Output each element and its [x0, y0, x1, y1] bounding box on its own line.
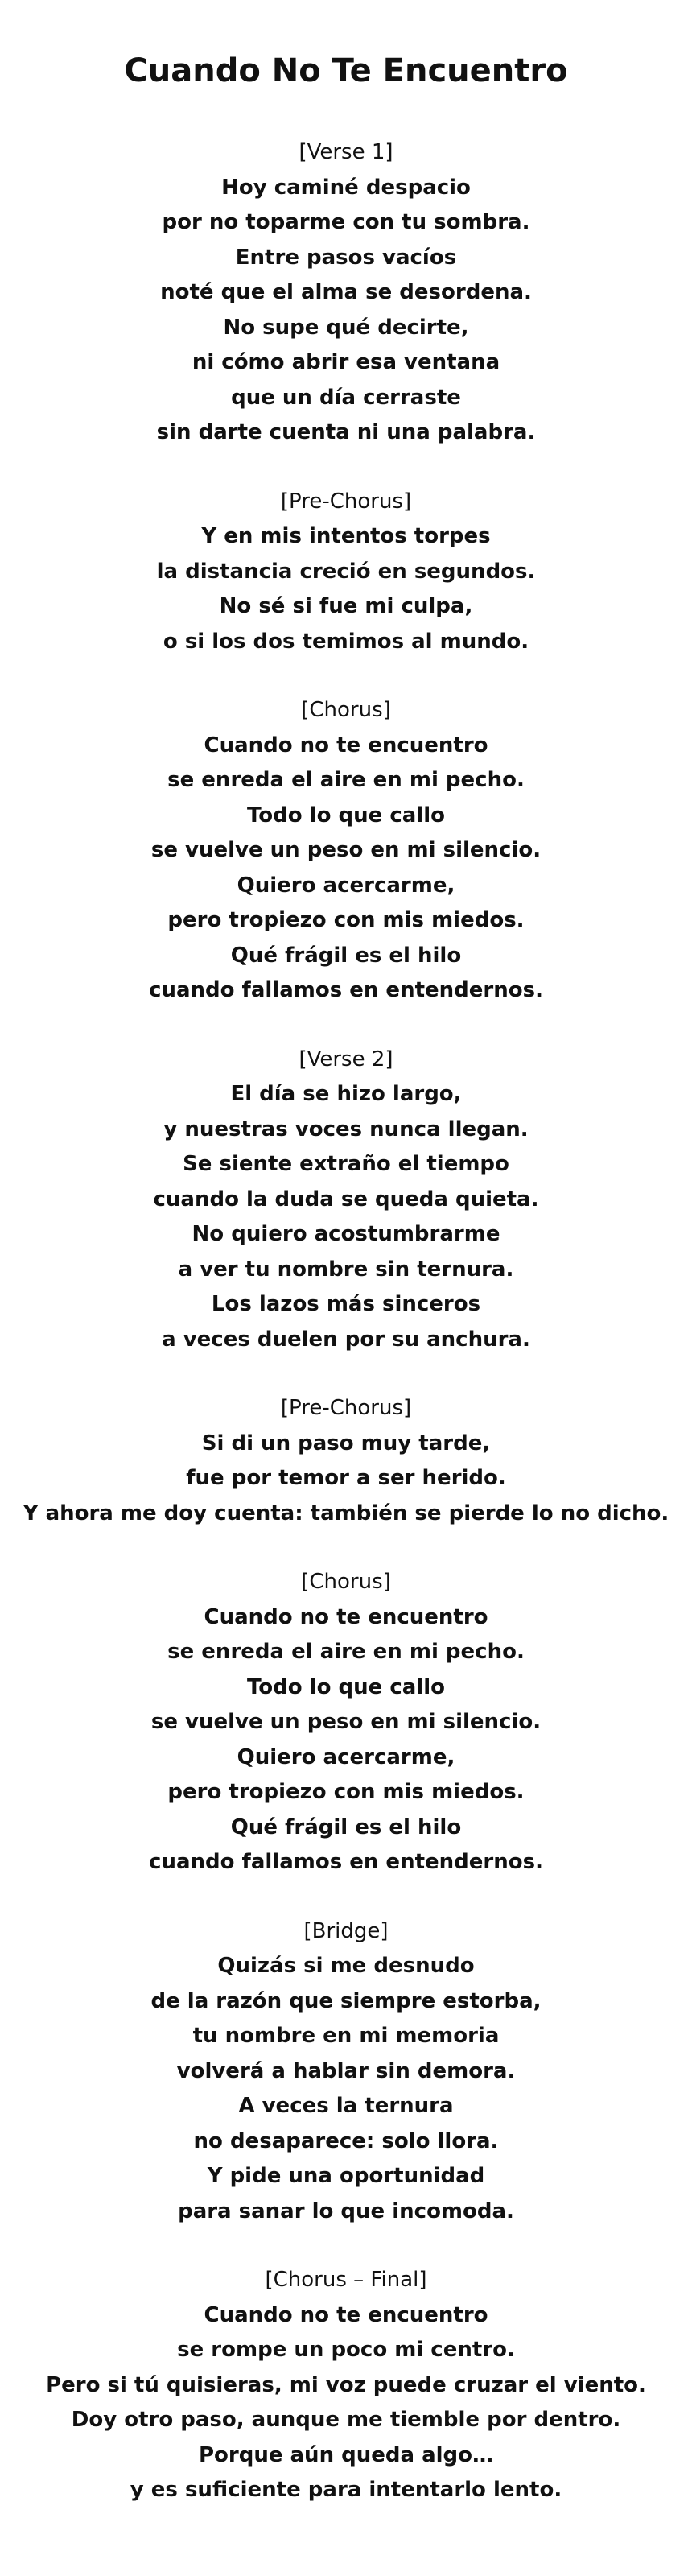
lyric-line: se enreda el aire en mi pecho.	[167, 1640, 525, 1664]
lyric-line: El día se hizo largo,	[230, 1082, 462, 1106]
lyrics-section	[0, 1914, 692, 2230]
lyrics-body	[0, 135, 692, 2508]
lyric-line: No supe qué decirte,	[223, 315, 469, 340]
lyric-line: Y ahora me doy cuenta: también se pierde lo no dicho.	[23, 1501, 669, 1525]
lyric-line: Si di un paso muy tarde,	[201, 1430, 491, 1455]
lyrics-section	[0, 135, 692, 451]
lyric-line: Todo lo que callo	[247, 803, 445, 828]
section-label: [Pre-Chorus]	[280, 1396, 412, 1420]
lyric-line: Doy otro paso, aunque me tiemble por dentro.	[71, 2408, 621, 2432]
lyric-line: se vuelve un peso en mi silencio.	[150, 838, 542, 862]
lyric-line: Todo lo que callo	[247, 1674, 445, 1699]
section-label: [Chorus]	[301, 698, 391, 722]
lyric-line: a veces duelen por su anchura.	[162, 1327, 530, 1352]
lyrics-section	[0, 485, 692, 660]
lyric-line: Y pide una oportunidad	[207, 2164, 485, 2188]
lyric-line: no desaparece: solo llora.	[193, 2128, 499, 2153]
lyric-line: A veces la ternura	[238, 2094, 454, 2118]
lyric-line: No quiero acostumbrarme	[192, 1222, 500, 1246]
lyric-line: Se siente extraño el tiempo	[183, 1152, 509, 1176]
lyric-line: Cuando no te encuentro	[204, 2302, 488, 2327]
lyric-line: y es suficiente para intentarlo lento.	[130, 2478, 562, 2502]
section-label: [Chorus – Final]	[265, 2268, 427, 2292]
lyrics-section	[0, 1391, 692, 1531]
lyric-line: Qué frágil es el hilo	[230, 943, 462, 968]
lyric-line: pero tropiezo con mis miedos.	[167, 908, 525, 932]
lyric-line: Porque aún queda algo…	[198, 2442, 494, 2467]
lyric-line: tu nombre en mi memoria	[192, 2024, 500, 2048]
lyric-line: cuando la duda se queda quieta.	[153, 1187, 539, 1212]
lyric-line: de la razón que siempre estorba,	[150, 1988, 542, 2013]
song-title: Cuando No Te Encuentro	[124, 52, 568, 89]
lyric-line: que un día cerraste	[231, 385, 461, 410]
lyric-line: por no toparme con tu sombra.	[162, 210, 530, 234]
lyrics-section	[0, 1042, 692, 1358]
lyric-line: Qué frágil es el hilo	[230, 1814, 462, 1839]
lyric-line: noté que el alma se desordena.	[160, 280, 532, 304]
lyric-line: se vuelve un peso en mi silencio.	[150, 1710, 542, 1734]
lyric-line: se rompe un poco mi centro.	[177, 2338, 515, 2362]
lyric-line: Y en mis intentos torpes	[201, 524, 491, 548]
lyric-line: o si los dos temimos al mundo.	[163, 629, 529, 654]
lyric-line: Quiero acercarme,	[237, 873, 455, 898]
section-label: [Chorus]	[301, 1570, 391, 1594]
lyric-line: Quizás si me desnudo	[217, 1954, 475, 1978]
section-label: [Verse 2]	[299, 1046, 393, 1071]
lyric-line: ni cómo abrir esa ventana	[192, 350, 500, 374]
lyrics-section	[0, 2263, 692, 2508]
lyric-line: Entre pasos vacíos	[235, 245, 457, 270]
lyric-line: volverá a hablar sin demora.	[176, 2058, 516, 2083]
lyric-line: fue por temor a ser herido.	[186, 1466, 506, 1490]
lyric-line: para sanar lo que incomoda.	[178, 2198, 514, 2223]
lyric-line: pero tropiezo con mis miedos.	[167, 1780, 525, 1804]
lyric-line: sin darte cuenta ni una palabra.	[156, 420, 536, 444]
lyric-line: Pero si tú quisieras, mi voz puede cruzar el viento.	[46, 2372, 646, 2397]
lyric-line: se enreda el aire en mi pecho.	[167, 768, 525, 792]
lyric-line: Cuando no te encuentro	[204, 1604, 488, 1629]
lyrics-section	[0, 1565, 692, 1880]
lyric-line: Quiero acercarme,	[237, 1744, 455, 1769]
lyric-line: y nuestras voces nunca llegan.	[163, 1117, 529, 1141]
lyric-line: cuando fallamos en entendernos.	[149, 978, 543, 1002]
lyric-line: No sé si fue mi culpa,	[219, 594, 473, 618]
section-label: [Verse 1]	[299, 140, 393, 164]
lyric-line: a ver tu nombre sin ternura.	[178, 1257, 514, 1282]
lyric-line: la distancia creció en segundos.	[156, 559, 536, 584]
lyrics-section	[0, 693, 692, 1009]
lyric-line: Cuando no te encuentro	[204, 733, 488, 758]
section-label: [Bridge]	[303, 1918, 389, 1943]
section-label: [Pre-Chorus]	[280, 489, 412, 514]
lyric-line: Los lazos más sinceros	[211, 1292, 481, 1316]
lyric-line: Hoy caminé despacio	[221, 175, 471, 200]
lyric-line: cuando fallamos en entendernos.	[149, 1850, 543, 1874]
